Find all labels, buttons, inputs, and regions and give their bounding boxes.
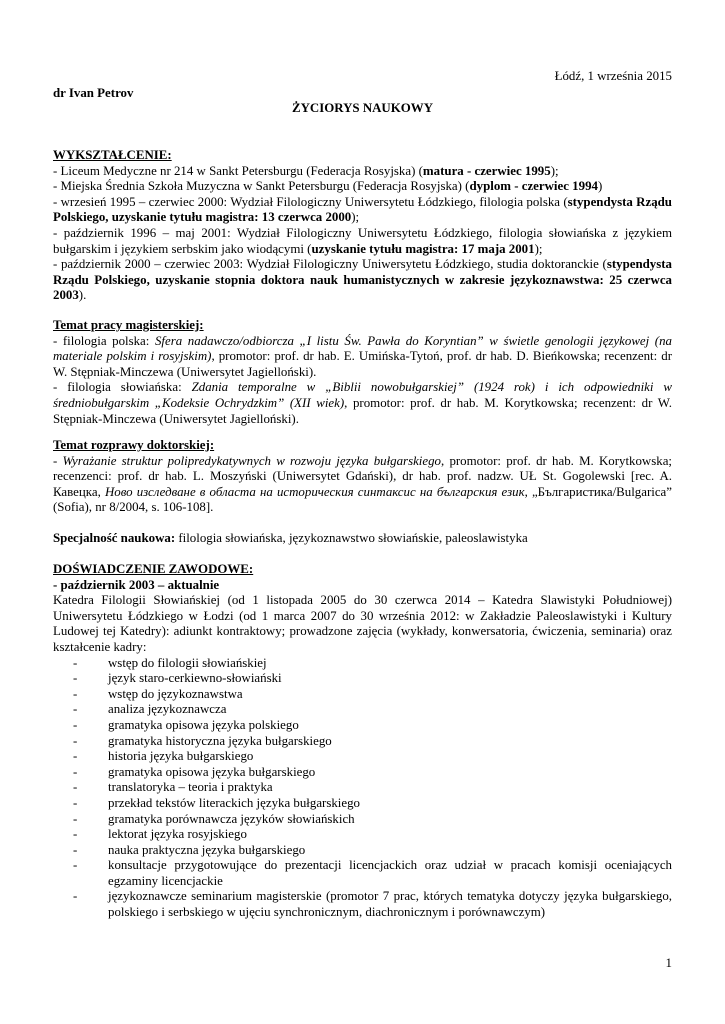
course-item: - nauka praktyczna języka bułgarskiego: [53, 843, 672, 859]
author-name: dr Ivan Petrov: [53, 86, 134, 100]
course-item: - gramatyka porównawcza języków słowiańskich: [53, 812, 672, 828]
course-item: - językoznawcze seminarium magisterskie (promotor 7 prac, których tematyka dotyczy języka bułgarskiego, polskiego i serbskiego w ujęciu synchronicznym, diachronicznym i porównawczym): [53, 889, 672, 920]
course-item: - język staro-cerkiewno-słowiański: [53, 671, 672, 687]
experience-description: Katedra Filologii Słowiańskiej (od 1 listopada 2005 do 30 czerwca 2014 – Katedra Slawistyki Południowej) Uniwersytetu Łódzkiego w Łodzi (od 1 marca 2007 do 30 września 2012: w Zakładzie Paleoslawistyki i Kultury Ludowej tej Katedry): adiunkt kontraktowy; prowadzone zajęcia (wykłady, konwersatoria, ćwiczenia, seminaria) oraz kształcenie kadry:: [53, 593, 672, 654]
master-thesis-polish: - filologia polska: Sfera nadawczo/odbiorcza „I listu Św. Pawła do Koryntian” w świetle genologii językowej (na materiale polskim i rosyjskim), promotor: prof. dr hab. E. Umińska-Tytoń, prof. dr hab. D. Bieńkowska; recenzent: dr W. Stępniak-Minczewa (Uniwersytet Jagielloński).: [53, 333, 672, 379]
document-title: ŻYCIORYS NAUKOWY: [292, 101, 433, 115]
specialty-label: Specjalność naukowa:: [53, 531, 176, 545]
experience-heading: DOŚWIADCZENIE ZAWODOWE:: [53, 562, 254, 576]
master-thesis-section: [53, 318, 672, 427]
education-entry: - październik 1996 – maj 2001: Wydział Filologiczny Uniwersytetu Łódzkiego, filologia słowiańska z językiem bułgarskim i językiem serbskim jako wiodącymi (uzyskanie tytułu magistra: 17 maja 2001);: [53, 225, 672, 256]
education-section: [53, 148, 672, 304]
experience-section: [53, 562, 672, 921]
experience-period: - październik 2003 – aktualnie: [53, 577, 220, 592]
education-entry: - Miejska Średnia Szkoła Muzyczna w Sankt Petersburgu (Federacja Rosyjska) (dyplom - czerwiec 1994): [53, 179, 603, 194]
doctoral-thesis-heading: Temat rozprawy doktorskiej:: [53, 438, 215, 452]
education-heading: WYKSZTAŁCENIE:: [53, 148, 172, 162]
course-item: - gramatyka opisowa języka bułgarskiego: [53, 765, 672, 781]
course-item: - translatoryka – teoria i praktyka: [53, 780, 672, 796]
course-item: - przekład tekstów literackich języka bułgarskiego: [53, 796, 672, 812]
doctoral-thesis-section: [53, 438, 672, 516]
place-date: Łódź, 1 września 2015: [554, 69, 672, 83]
course-item: - wstęp do filologii słowiańskiej: [53, 656, 672, 672]
specialty-value: filologia słowiańska, językoznawstwo słowiańskie, paleoslawistyka: [175, 531, 528, 545]
education-entry: - Liceum Medyczne nr 214 w Sankt Petersburgu (Federacja Rosyjska) (matura - czerwiec 1995);: [53, 163, 559, 178]
course-item: - konsultacje przygotowujące do prezentacji licencjackich oraz udział w pracach komisji oceniających egzaminy licencjackie: [53, 858, 672, 889]
master-thesis-slavic: - filologia słowiańska: Zdania temporalne w „Biblii nowobułgarskiej” (1924 rok) i ich odpowiedniki w średniobułgarskim „Kodeksie Ochrydzkim” (XII wiek), promotor: prof. dr hab. M. Korytkowska; recenzent: dr W. Stępniak-Minczewa (Uniwersytet Jagielloński).: [53, 380, 672, 426]
course-item: - analiza językoznawcza: [53, 702, 672, 718]
specialty-line: [53, 531, 672, 547]
education-entry: - październik 2000 – czerwiec 2003: Wydział Filologiczny Uniwersytetu Łódzkiego, studia doktoranckie (stypendysta Rządu Polskiego, uzyskanie stopnia doktora nauk humanistycznych w zakresie językoznawstwa: 25 czerwca 2003).: [53, 257, 672, 303]
doctoral-thesis-text: - Wyrażanie struktur polipredykatywnych w rozwoju języka bułgarskiego, promotor: prof. dr hab. M. Korytkowska; recenzenci: prof. dr hab. L. Moszyński (Uniwersytet Gdański), dr hab. prof. nadzw. UŁ St. Gogolewski [rec. A. Кавецка, Ново изследване в областа на историческия синтаксис на българския език, „Българистика/Bulgarica” (Sofia), nr 8/2004, s. 106-108].: [53, 453, 673, 515]
course-item: - wstęp do językoznawstwa: [53, 687, 672, 703]
course-item: - gramatyka opisowa języka polskiego: [53, 718, 672, 734]
master-thesis-heading: Temat pracy magisterskiej:: [53, 318, 204, 332]
course-item: - gramatyka historyczna języka bułgarskiego: [53, 734, 672, 750]
page-number: 1: [665, 956, 672, 970]
course-item: - historia języka bułgarskiego: [53, 749, 672, 765]
course-item: - lektorat języka rosyjskiego: [53, 827, 672, 843]
courses-list: [53, 656, 672, 921]
education-entry: - wrzesień 1995 – czerwiec 2000: Wydział Filologiczny Uniwersytetu Łódzkiego, filologia polska (stypendysta Rządu Polskiego, uzyskanie tytułu magistra: 13 czerwca 2000);: [53, 194, 672, 225]
